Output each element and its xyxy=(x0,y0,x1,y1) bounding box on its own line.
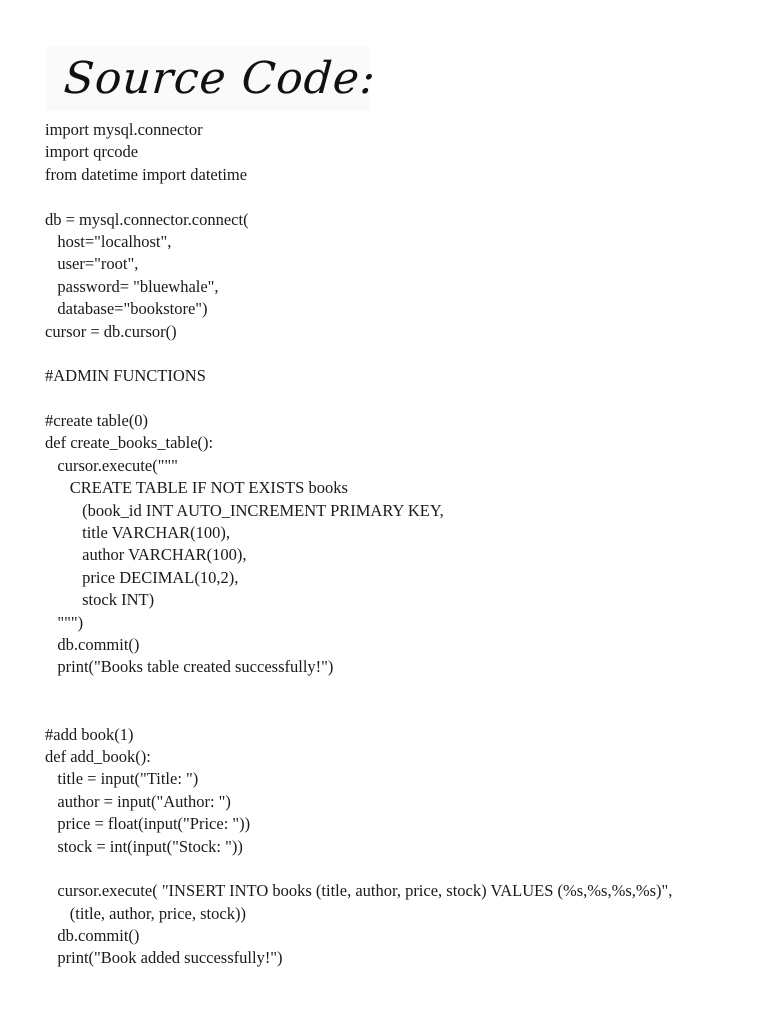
code-line: stock INT) xyxy=(45,590,155,610)
code-line: def create_books_table(): xyxy=(45,433,214,453)
code-line: password= "bluewhale", xyxy=(45,276,219,296)
code-line: #add book(1) xyxy=(45,724,134,744)
code-line: author = input("Author: ") xyxy=(45,791,231,811)
code-line: import qrcode xyxy=(45,142,139,162)
code-line xyxy=(45,858,755,880)
code-line xyxy=(45,388,755,410)
code-line: db.commit() xyxy=(45,634,140,654)
code-line: cursor = db.cursor() xyxy=(45,321,177,341)
handwritten-heading-image xyxy=(46,47,378,111)
code-line: (book_id INT AUTO_INCREMENT PRIMARY KEY, xyxy=(45,500,444,520)
code-line: price = float(input("Price: ")) xyxy=(45,814,251,834)
code-line: database="bookstore") xyxy=(45,299,208,319)
code-line xyxy=(45,186,755,208)
code-line: price DECIMAL(10,2), xyxy=(45,567,239,587)
code-line: cursor.execute( "INSERT INTO books (title, author, price, stock) VALUES (%s,%s,%s,%s)", xyxy=(45,881,673,901)
code-line xyxy=(45,701,755,723)
code-line: db = mysql.connector.connect( xyxy=(45,209,249,229)
code-line: db.commit() xyxy=(45,926,140,946)
code-line xyxy=(45,679,755,701)
page-heading: Source Code: xyxy=(62,53,378,104)
code-line: title = input("Title: ") xyxy=(45,769,199,789)
code-line: host="localhost", xyxy=(45,231,172,251)
code-line: cursor.execute(""" xyxy=(45,455,178,475)
code-line: title VARCHAR(100), xyxy=(45,523,231,543)
code-line: #create table(0) xyxy=(45,411,149,431)
code-line: def add_book(): xyxy=(45,746,151,766)
code-line: """) xyxy=(45,612,84,632)
code-line: print("Books table created successfully!") xyxy=(45,657,334,677)
code-line: #ADMIN FUNCTIONS xyxy=(45,366,206,386)
code-line: stock = int(input("Stock: ")) xyxy=(45,836,243,856)
code-line xyxy=(45,343,755,365)
source-code-block xyxy=(45,119,755,970)
code-line: user="root", xyxy=(45,254,139,274)
code-line: import mysql.connector xyxy=(45,120,203,139)
code-line: (title, author, price, stock)) xyxy=(45,903,246,923)
code-line: author VARCHAR(100), xyxy=(45,545,247,565)
code-line: print("Book added successfully!") xyxy=(45,948,283,968)
code-line: CREATE TABLE IF NOT EXISTS books xyxy=(45,478,348,498)
code-line: from datetime import datetime xyxy=(45,164,248,184)
